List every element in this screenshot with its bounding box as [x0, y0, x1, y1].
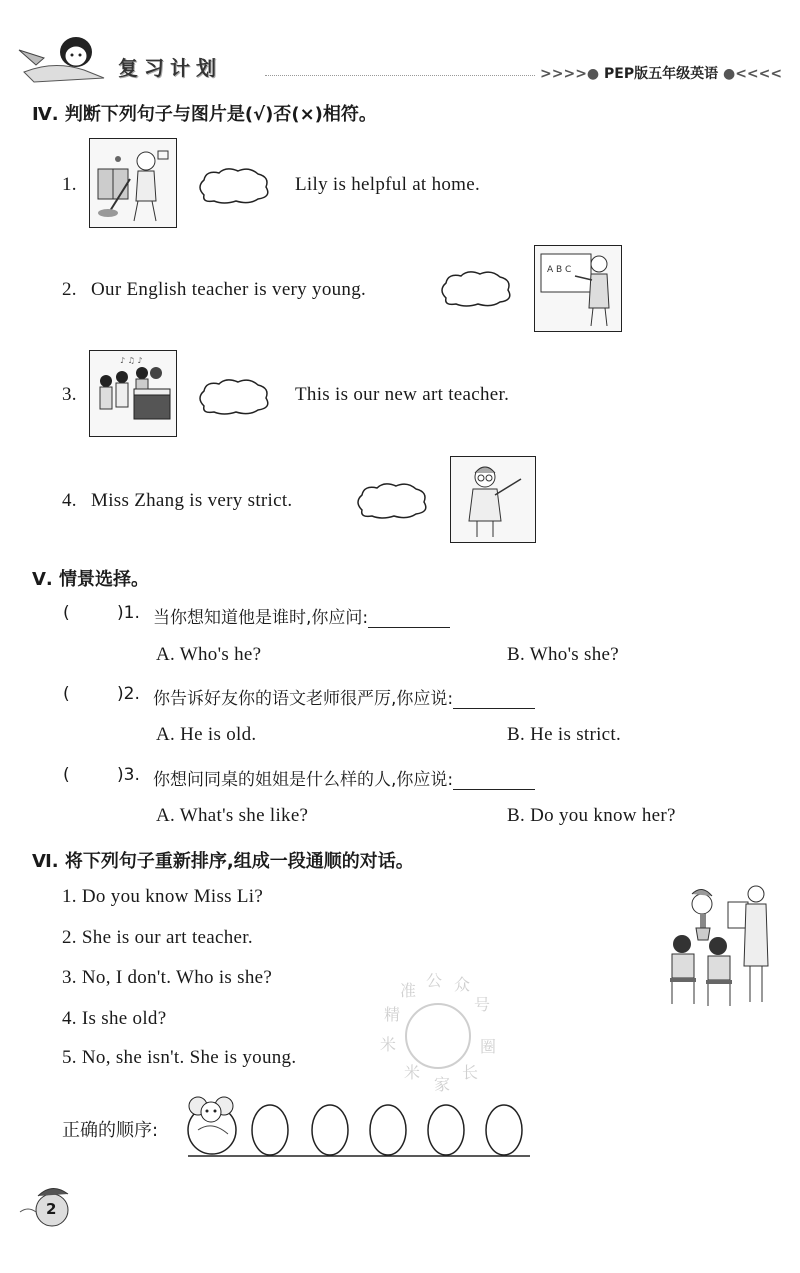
watermark-stamp: [370, 968, 506, 1098]
s4-item1-num: 1.: [62, 174, 77, 195]
s5-q3-blank[interactable]: [453, 771, 535, 790]
page-number: 2: [46, 1200, 57, 1218]
header-mascot: [14, 30, 114, 85]
header-book-title-wrap: [540, 63, 782, 83]
s5-q2-prompt: 你告诉好友你的语文老师很严厉,你应说:: [153, 689, 454, 709]
s4-item2-answer-cloud[interactable]: [436, 268, 514, 308]
s5-q1-answer-slot[interactable]: [74, 603, 114, 623]
s6-order-answer-ovals: [180, 1098, 536, 1162]
s4-item2-board-text: A B C: [547, 265, 572, 275]
s4-item3-picture: [89, 350, 177, 437]
header-book-title: PEP版五年级英语: [604, 66, 719, 82]
s4-item1-text: Lily is helpful at home.: [295, 174, 481, 195]
watermark-char-10: 圈: [479, 1037, 497, 1056]
s5-q2-open-paren: (: [63, 684, 70, 704]
s6-line5: 5. No, she isn't. She is young.: [62, 1047, 297, 1068]
s4-item2-text: Our English teacher is very young.: [91, 279, 367, 300]
s5-q1-blank[interactable]: [368, 609, 450, 628]
section4-title: Ⅳ. 判断下列句子与图片是(√)否(×)相符。: [32, 104, 377, 125]
watermark-char-4: 众: [453, 975, 471, 994]
s6-line1: 1. Do you know Miss Li?: [62, 886, 264, 907]
s5-q2-option-a[interactable]: A. He is old.: [156, 724, 257, 745]
svg-text:♪ ♫ ♪: ♪ ♫ ♪: [120, 356, 143, 365]
section5-title: Ⅴ. 情景选择。: [32, 569, 150, 590]
s4-item2-picture: [534, 245, 622, 332]
section6-title: Ⅵ. 将下列句子重新排序,组成一段通顺的对话。: [32, 851, 414, 872]
s5-q1-prompt-wrap: [153, 603, 450, 628]
s4-item4-text: Miss Zhang is very strict.: [91, 490, 293, 511]
s6-order-oval-5[interactable]: [486, 1105, 522, 1155]
watermark-char-5: 号: [473, 995, 491, 1014]
s5-q1-prompt: 当你想知道他是谁时,你应问:: [153, 608, 369, 628]
s5-q1-open-paren: (: [63, 603, 70, 623]
s5-q2-blank[interactable]: [453, 690, 535, 709]
s6-order-label: 正确的顺序:: [62, 1120, 159, 1141]
s5-q3-option-a[interactable]: A. What's she like?: [156, 805, 309, 826]
s4-item4-answer-cloud[interactable]: [352, 480, 430, 520]
s6-order-oval-2[interactable]: [312, 1105, 348, 1155]
s4-item3-text: This is our new art teacher.: [295, 384, 510, 405]
s5-q2-option-b[interactable]: B. He is strict.: [507, 724, 622, 745]
s5-q3-prompt-wrap: [153, 765, 535, 790]
header-arrows-right: ●<<<<: [718, 66, 783, 82]
s5-q1-option-a[interactable]: A. Who's he?: [156, 644, 262, 665]
header-arrows-left: >>>>●: [540, 66, 605, 82]
s5-q3-prompt: 你想问同桌的姐姐是什么样的人,你应说:: [153, 770, 454, 790]
s4-item4-picture: [450, 456, 536, 543]
s4-item4-num: 4.: [62, 490, 77, 511]
s5-q3-answer-slot[interactable]: [74, 765, 114, 785]
s6-order-oval-4[interactable]: [428, 1105, 464, 1155]
s6-line4: 4. Is she old?: [62, 1008, 167, 1029]
header-logo: [118, 52, 222, 81]
s5-q3-open-paren: (: [63, 765, 70, 785]
s6-line2: 2. She is our art teacher.: [62, 927, 253, 948]
s4-item1-picture: [89, 138, 177, 228]
header-logo-text: 复习计划: [118, 56, 222, 80]
s6-order-oval-1[interactable]: [252, 1105, 288, 1155]
s6-classroom-illustration: [660, 882, 778, 1012]
header-divider: [265, 75, 535, 76]
s5-q2-prompt-wrap: [153, 684, 535, 709]
s4-item2-num: 2.: [62, 279, 77, 300]
watermark-char-6: 米: [379, 1035, 397, 1054]
s5-q1-option-b[interactable]: B. Who's she?: [507, 644, 619, 665]
watermark-char-8: 家: [433, 1075, 451, 1094]
s5-q1-number: )1.: [117, 603, 140, 623]
s5-q3-option-b[interactable]: B. Do you know her?: [507, 805, 676, 826]
watermark-char-2: 准: [399, 981, 417, 1000]
s6-order-oval-3[interactable]: [370, 1105, 406, 1155]
s5-q3-number: )3.: [117, 765, 140, 785]
watermark-char-3: 公: [425, 971, 443, 990]
s5-q2-number: )2.: [117, 684, 140, 704]
s5-q2-answer-slot[interactable]: [74, 684, 114, 704]
s4-item1-answer-cloud[interactable]: [194, 165, 272, 205]
s4-item3-answer-cloud[interactable]: [194, 376, 272, 416]
watermark-char-9: 长: [461, 1063, 479, 1082]
watermark-char-1: 精: [383, 1005, 401, 1024]
s4-item3-num: 3.: [62, 384, 77, 405]
watermark-char-7: 米: [403, 1063, 421, 1082]
s6-line3: 3. No, I don't. Who is she?: [62, 967, 273, 988]
